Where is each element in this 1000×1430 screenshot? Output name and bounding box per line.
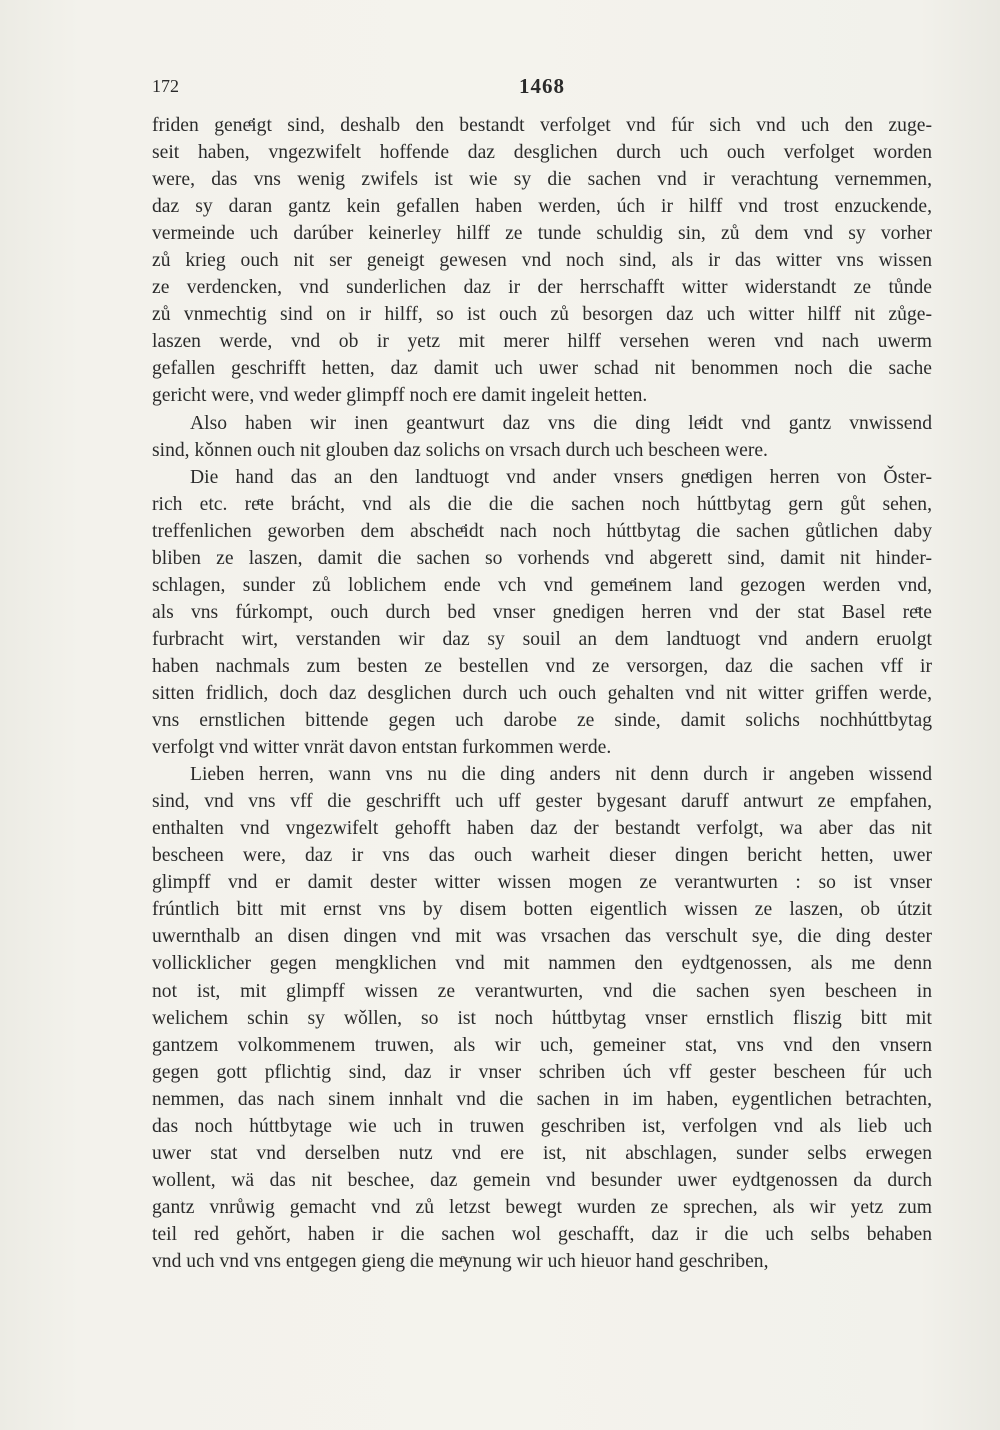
text-line: were, das vns wenig zwifels ist wie sy die sachen vnd ir verachtung vernemmen, xyxy=(152,169,932,191)
text-line: gericht were, vnd weder glimpff noch ere damit ingeleit hetten. xyxy=(152,385,648,407)
text-line: sind, vnd vns vff die geschrifft uch uff gester bygesant daruff antwurt ze empfahen, xyxy=(152,791,932,813)
text-line: enthalten vnd vngezwifelt gehofft haben daz der bestandt verfolgt, wa aber das nit xyxy=(152,818,932,840)
text-line: furbracht wirt, verstanden wir daz sy souil an dem landtuogt vnd andern eruolgt xyxy=(152,628,932,650)
paragraph xyxy=(152,761,932,1275)
paragraph xyxy=(152,410,932,464)
text-line: laszen werde, vnd ob ir yetz mit merer hilff versehen weren vnd nach uwerm xyxy=(152,331,932,353)
page-header xyxy=(152,74,932,100)
text-line: als vns fúrkompt, ouch durch bed vnser gnedigen herren vnd der stat Basel reͤte xyxy=(152,601,932,623)
text-line: vns ernstlichen bittende gegen uch darobe ze sinde, damit solichs nochhúttbytag xyxy=(152,710,932,732)
text-line: zů krieg ouch nit ser geneigt gewesen vnd noch sind, als ir das witter vns wissen xyxy=(152,250,932,272)
text-line: friden geneͤigt sind, deshalb den bestandt verfolget vnd fúr sich vnd uch den zuge- xyxy=(152,115,932,136)
text-line: glimpff vnd er damit dester witter wissen mogen ze verantwurten : so ist vnser xyxy=(152,872,932,894)
text-line: uwer stat vnd derselben nutz vnd ere ist, nit abschlagen, sunder selbs erwegen xyxy=(152,1142,932,1164)
text-line: sind, kǒnnen ouch nit glouben daz solichs on vrsach durch uch bescheen were. xyxy=(152,439,768,461)
text-line: Also haben wir inen geantwurt daz vns die ding leͤidt vnd gantz vnwissend xyxy=(190,412,932,434)
text-line: rich etc. reͤte brácht, vnd als die die die sachen noch húttbytag gern gůt sehen, xyxy=(152,493,932,515)
text-line: wollent, wä das nit beschee, daz gemein vnd besunder uwer eydtgenossen da durch xyxy=(152,1169,932,1191)
text-line: teil red gehǒrt, haben ir die sachen wol geschafft, daz ir die uch selbs behaben xyxy=(152,1223,932,1245)
page-number: 172 xyxy=(152,76,179,96)
text-line: Die hand das an den landtuogt vnd ander vnsers gneͤdigen herren von Ǒster- xyxy=(190,466,932,488)
body-text xyxy=(152,112,932,1275)
text-line: bliben ze laszen, damit die sachen so vorhends vnd abgerett sind, damit nit hinder- xyxy=(152,547,932,569)
text-line: schlagen, sunder zů loblichem ende vch vnd gemeͤinem land gezogen werden vnd, xyxy=(152,574,932,596)
text-line: gantzem volkommenem truwen, als wir uch, gemeiner stat, vns vnd den vnsern xyxy=(152,1034,932,1056)
text-line: gegen gott pflichtig sind, daz ir vnser schriben úch vff gester bescheen fúr uch xyxy=(152,1061,932,1083)
text-line: frúntlich bitt mit ernst vns by disem botten eigentlich wissen ze laszen, ob útzit xyxy=(152,899,932,921)
text-line: daz sy daran gantz kein gefallen haben werden, úch ir hilff vnd trost enzuckende, xyxy=(152,196,932,218)
paragraph xyxy=(152,464,932,762)
text-line: das noch húttbytage wie uch in truwen geschriben ist, verfolgen vnd als lieb uch xyxy=(152,1115,932,1137)
text-line: gantz vnrůwig gemacht vnd zů letzst bewegt wurden ze sprechen, als wir yetz zum xyxy=(152,1196,932,1218)
text-line: treffenlichen geworben dem abscheͤidt nach noch húttbytag die sachen gůtlichen daby xyxy=(152,520,932,542)
text-line: bescheen were, daz ir vns das ouch warheit dieser dingen bericht hetten, uwer xyxy=(152,845,932,867)
text-line: verfolgt vnd witter vnrät davon entstan furkommen werde. xyxy=(152,737,612,759)
text-line: gefallen geschrifft hetten, daz damit uch uwer schad nit benommen noch die sache xyxy=(152,358,932,380)
text-line: uwernthalb an disen dingen vnd mit was vrsachen das verschult sye, die ding dester xyxy=(152,926,932,948)
text-line: ze verdencken, vnd sunderlichen daz ir der herrschafft witter widerstandt ze tůnde xyxy=(152,277,932,299)
text-line: zů vnmechtig sind on ir hilff, so ist ouch zů besorgen daz uch witter hilff nit zůge- xyxy=(152,304,932,326)
year-heading: 1468 xyxy=(519,74,565,98)
text-line: haben nachmals zum besten ze bestellen vnd ze versorgen, daz die sachen vff ir xyxy=(152,655,932,677)
text-line: seit haben, vngezwifelt hoffende daz desglichen durch uch ouch verfolget worden xyxy=(152,142,932,164)
paragraph xyxy=(152,112,932,410)
text-line: welichem schin sy wǒllen, so ist noch húttbytag vnser ernstlich fliszig bitt mit xyxy=(152,1007,932,1029)
text-line: not ist, mit glimpff wissen ze verantwurten, vnd die sachen syen bescheen in xyxy=(152,980,932,1002)
text-line: vollicklicher gegen mengklichen vnd mit nammen den eydtgenossen, als me denn xyxy=(152,953,932,975)
text-line: vermeinde uch darúber keinerley hilff ze tunde schuldig sin, zů dem vnd sy vorher xyxy=(152,223,932,245)
text-line: sitten fridlich, doch daz desglichen durch uch ouch gehalten vnd nit witter griffen werde, xyxy=(152,682,932,704)
text-line: Lieben herren, wann vns nu die ding anders nit denn durch ir angeben wissend xyxy=(190,764,932,786)
text-line: nemmen, das nach sinem innhalt vnd die sachen in im haben, eygentlichen betrachten, xyxy=(152,1088,932,1110)
text-line: vnd uch vnd vns entgegen gieng die meͤynung wir uch hieuor hand geschriben, xyxy=(152,1250,769,1272)
